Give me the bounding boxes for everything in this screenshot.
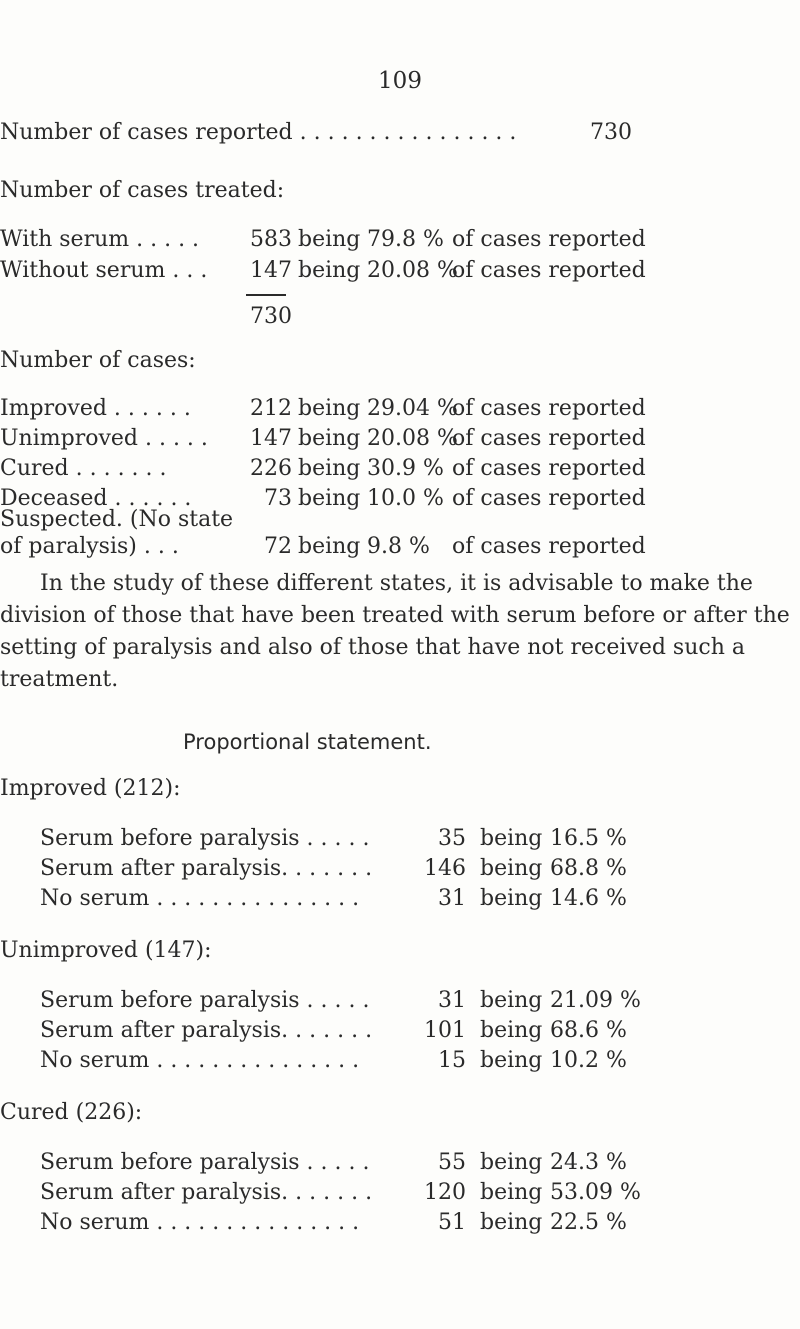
group-row-being: being [480, 826, 543, 851]
cases-row-count: 226 [250, 456, 292, 481]
group-row-being: being [480, 1180, 543, 1205]
cases-row-being: being [298, 534, 361, 559]
cases-row-label: Suspected. (No state [0, 507, 234, 532]
group-heading: Cured (226): [0, 1100, 143, 1125]
cases-row-label: Unimproved . . . . . [0, 426, 208, 451]
body-paragraph: In the study of these different states, it is advisable to make the division of those that have been treated with serum before or after the setting of paralysis and also of those that have not received such a treatment. [0, 571, 790, 692]
cases-row-being: being [298, 456, 361, 481]
group-heading: Improved (212): [0, 776, 181, 801]
group-row-pct: 14.6 % [550, 886, 627, 911]
group-row-pct: 16.5 % [550, 826, 627, 851]
group-row-count: 146 [424, 856, 466, 881]
group-row-count: 31 [438, 988, 466, 1013]
cases-heading: Number of cases: [0, 348, 196, 373]
group-row-pct: 21.09 % [550, 988, 641, 1013]
cases-row-being: being [298, 486, 361, 511]
cases-row-label: of paralysis) . . . [0, 534, 179, 559]
group-row-pct: 22.5 % [550, 1210, 627, 1235]
group-row-label: No serum . . . . . . . . . . . . . . . [40, 886, 360, 911]
group-row-label: Serum after paralysis. . . . . . . [40, 856, 373, 881]
group-row-pct: 68.6 % [550, 1018, 627, 1043]
reported-value: 730 [590, 120, 632, 145]
group-row-being: being [480, 988, 543, 1013]
cases-row-count: 212 [250, 396, 292, 421]
treated-total-rule [246, 294, 286, 296]
group-row-count: 31 [438, 886, 466, 911]
cases-row-count: 73 [264, 486, 292, 511]
treated-row-being: being [298, 227, 361, 252]
treated-row-pct: 79.8 % [367, 227, 444, 252]
treated-row-label: Without serum . . . [0, 258, 208, 283]
group-heading: Unimproved (147): [0, 938, 212, 963]
cases-row-being: being [298, 396, 361, 421]
cases-row-count: 147 [250, 426, 292, 451]
group-row-label: Serum before paralysis . . . . . [40, 826, 370, 851]
group-row-pct: 53.09 % [550, 1180, 641, 1205]
group-row-label: Serum before paralysis . . . . . [40, 988, 370, 1013]
cases-row-pct: 20.08 % [367, 426, 458, 451]
cases-row-suffix: of cases reported [452, 534, 646, 559]
cases-row-suffix: of cases reported [452, 396, 646, 421]
group-row-being: being [480, 1048, 543, 1073]
group-row-label: Serum before paralysis . . . . . [40, 1150, 370, 1175]
cases-row-pct: 30.9 % [367, 456, 444, 481]
cases-row-pct: 9.8 % [367, 534, 430, 559]
treated-row-suffix: of cases reported [452, 227, 646, 252]
group-row-label: No serum . . . . . . . . . . . . . . . [40, 1210, 360, 1235]
group-row-being: being [480, 1210, 543, 1235]
cases-row-label: Improved . . . . . . [0, 396, 191, 421]
group-row-label: Serum after paralysis. . . . . . . [40, 1018, 373, 1043]
group-row-count: 51 [438, 1210, 466, 1235]
group-row-pct: 24.3 % [550, 1150, 627, 1175]
treated-row-suffix: of cases reported [452, 258, 646, 283]
proportional-heading: Proportional statement. [183, 730, 432, 754]
group-row-pct: 10.2 % [550, 1048, 627, 1073]
group-row-being: being [480, 1150, 543, 1175]
treated-row-count: 583 [250, 227, 292, 252]
treated-row-pct: 20.08 % [367, 258, 458, 283]
cases-row-label: Deceased . . . . . . [0, 486, 192, 511]
treated-row-count: 147 [250, 258, 292, 283]
cases-row-label: Cured . . . . . . . [0, 456, 167, 481]
reported-label: Number of cases reported . . . . . . . . . . . . . . . . [0, 120, 517, 145]
treated-total: 730 [250, 304, 292, 329]
treated-heading: Number of cases treated: [0, 178, 285, 203]
group-row-count: 55 [438, 1150, 466, 1175]
cases-row-pct: 29.04 % [367, 396, 458, 421]
group-row-count: 120 [424, 1180, 466, 1205]
group-row-pct: 68.8 % [550, 856, 627, 881]
group-row-count: 35 [438, 826, 466, 851]
page-number: 109 [378, 68, 422, 94]
group-row-being: being [480, 886, 543, 911]
group-row-count: 15 [438, 1048, 466, 1073]
group-row-label: Serum after paralysis. . . . . . . [40, 1180, 373, 1205]
cases-row-pct: 10.0 % [367, 486, 444, 511]
group-row-count: 101 [424, 1018, 466, 1043]
cases-row-suffix: of cases reported [452, 456, 646, 481]
cases-row-suffix: of cases reported [452, 486, 646, 511]
treated-row-being: being [298, 258, 361, 283]
treated-row-label: With serum . . . . . [0, 227, 200, 252]
group-row-being: being [480, 1018, 543, 1043]
cases-row-suffix: of cases reported [452, 426, 646, 451]
cases-row-being: being [298, 426, 361, 451]
group-row-label: No serum . . . . . . . . . . . . . . . [40, 1048, 360, 1073]
group-row-being: being [480, 856, 543, 881]
cases-row-count: 72 [264, 534, 292, 559]
